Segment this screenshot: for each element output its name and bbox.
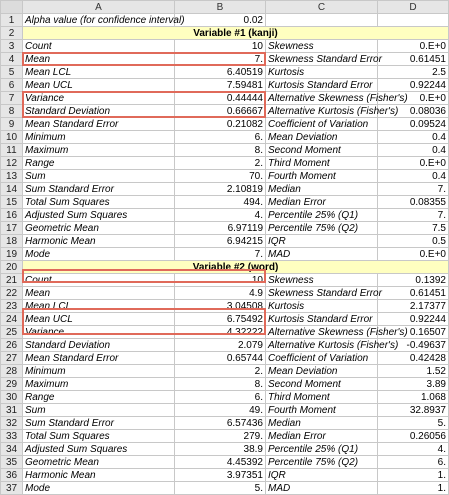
row-header[interactable]: 20 xyxy=(1,261,23,274)
label-cell-a[interactable]: Variance xyxy=(23,326,175,339)
row-header[interactable]: 9 xyxy=(1,118,23,131)
value-cell-d[interactable]: 0.4 xyxy=(378,131,449,144)
value-cell-d[interactable]: 1. xyxy=(378,469,449,482)
label-cell-a[interactable]: Geometric Mean xyxy=(23,222,175,235)
value-cell-b[interactable]: 0.44444 xyxy=(175,92,266,105)
table-row xyxy=(1,144,449,157)
label-cell-a[interactable]: Mean Standard Error xyxy=(23,352,175,365)
label-cell-c[interactable]: Median xyxy=(266,417,378,430)
row-header[interactable]: 30 xyxy=(1,391,23,404)
label-cell-c[interactable]: Median xyxy=(266,183,378,196)
label-cell-c[interactable]: IQR xyxy=(266,469,378,482)
value-cell-d[interactable]: 0.92244 xyxy=(378,79,449,92)
value-cell-d[interactable]: 0.E+0 xyxy=(378,92,449,105)
label-cell-a[interactable]: Count xyxy=(23,40,175,53)
table-row xyxy=(1,482,449,495)
table-row xyxy=(1,66,449,79)
value-cell-b[interactable]: 10 xyxy=(175,274,266,287)
table-row xyxy=(1,352,449,365)
value-cell-b[interactable]: 5. xyxy=(175,482,266,495)
row-header[interactable]: 32 xyxy=(1,417,23,430)
row-header[interactable]: 35 xyxy=(1,456,23,469)
table-row xyxy=(1,274,449,287)
label-cell-c[interactable]: Alternative Skewness (Fisher's) xyxy=(266,326,378,339)
table-row xyxy=(1,105,449,118)
table-row xyxy=(1,79,449,92)
value-cell-b[interactable]: 8. xyxy=(175,378,266,391)
label-cell-c[interactable]: Alternative Kurtosis (Fisher's) xyxy=(266,105,378,118)
column-header-a[interactable]: A xyxy=(23,1,175,14)
label-cell-c[interactable]: Coefficient of Variation xyxy=(266,352,378,365)
label-cell-a[interactable]: Minimum xyxy=(23,131,175,144)
value-cell-d[interactable]: 7. xyxy=(378,209,449,222)
label-cell-c[interactable]: Third Moment xyxy=(266,391,378,404)
row-header[interactable]: 31 xyxy=(1,404,23,417)
label-cell-a[interactable]: Maximum xyxy=(23,144,175,157)
label-cell-c[interactable]: Median Error xyxy=(266,196,378,209)
section-header-row xyxy=(1,261,449,274)
table-row xyxy=(1,196,449,209)
label-cell-c[interactable]: Percentile 25% (Q1) xyxy=(266,443,378,456)
value-cell-d[interactable]: 2.17377 xyxy=(378,300,449,313)
value-cell-d[interactable]: 1. xyxy=(378,482,449,495)
table-row xyxy=(1,430,449,443)
table-row xyxy=(1,157,449,170)
value-cell-b[interactable]: 6. xyxy=(175,391,266,404)
label-cell-c[interactable]: Mean Deviation xyxy=(266,131,378,144)
value-cell-d[interactable]: 0.61451 xyxy=(378,53,449,66)
label-cell-a[interactable]: Mean UCL xyxy=(23,79,175,92)
row-header[interactable]: 12 xyxy=(1,157,23,170)
label-cell-a[interactable]: Adjusted Sum Squares xyxy=(23,209,175,222)
row-header[interactable]: 17 xyxy=(1,222,23,235)
value-cell-b[interactable]: 4.9 xyxy=(175,287,266,300)
label-cell-a[interactable]: Total Sum Squares xyxy=(23,196,175,209)
value-cell-d[interactable]: 2.5 xyxy=(378,66,449,79)
value-cell-b[interactable]: 4. xyxy=(175,209,266,222)
value-cell-b[interactable]: 0.02 xyxy=(175,14,266,27)
value-cell-b[interactable]: 10 xyxy=(175,40,266,53)
row-header[interactable]: 18 xyxy=(1,235,23,248)
row-header[interactable]: 33 xyxy=(1,430,23,443)
row-header[interactable]: 27 xyxy=(1,352,23,365)
value-cell-d[interactable]: 0.5 xyxy=(378,235,449,248)
label-cell-c[interactable]: Third Moment xyxy=(266,157,378,170)
value-cell-d[interactable]: 6. xyxy=(378,456,449,469)
value-cell-b[interactable]: 7.59481 xyxy=(175,79,266,92)
label-cell-a[interactable]: Standard Deviation xyxy=(23,105,175,118)
row-header[interactable]: 28 xyxy=(1,365,23,378)
table-row xyxy=(1,456,449,469)
label-cell-c[interactable]: Mean Deviation xyxy=(266,365,378,378)
label-cell-c[interactable]: Median Error xyxy=(266,430,378,443)
label-cell-c[interactable] xyxy=(266,14,378,27)
row-header[interactable]: 29 xyxy=(1,378,23,391)
sheet-body xyxy=(1,14,449,495)
table-row xyxy=(1,300,449,313)
value-cell-b[interactable]: 2.079 xyxy=(175,339,266,352)
value-cell-d[interactable]: 1.52 xyxy=(378,365,449,378)
value-cell-b[interactable]: 70. xyxy=(175,170,266,183)
table-row xyxy=(1,326,449,339)
label-cell-a[interactable]: Harmonic Mean xyxy=(23,469,175,482)
table-row xyxy=(1,118,449,131)
table-row xyxy=(1,131,449,144)
label-cell-a[interactable]: Mean Standard Error xyxy=(23,118,175,131)
table-row xyxy=(1,313,449,326)
row-header[interactable]: 14 xyxy=(1,183,23,196)
label-cell-a[interactable]: Harmonic Mean xyxy=(23,235,175,248)
table-row xyxy=(1,14,449,27)
value-cell-b[interactable]: 8. xyxy=(175,144,266,157)
value-cell-b[interactable]: 279. xyxy=(175,430,266,443)
label-cell-c[interactable]: Percentile 75% (Q2) xyxy=(266,222,378,235)
table-row xyxy=(1,235,449,248)
value-cell-b[interactable]: 6.94215 xyxy=(175,235,266,248)
label-cell-a[interactable]: Sum xyxy=(23,170,175,183)
label-cell-c[interactable]: Kurtosis xyxy=(266,66,378,79)
table-row xyxy=(1,209,449,222)
row-header[interactable]: 22 xyxy=(1,287,23,300)
value-cell-b[interactable]: 0.65744 xyxy=(175,352,266,365)
value-cell-b[interactable]: 6.75492 xyxy=(175,313,266,326)
value-cell-b[interactable]: 2. xyxy=(175,157,266,170)
row-header[interactable]: 4 xyxy=(1,53,23,66)
value-cell-d[interactable]: 0.E+0 xyxy=(378,248,449,261)
table-row xyxy=(1,365,449,378)
value-cell-d[interactable]: 32.8937 xyxy=(378,404,449,417)
value-cell-d[interactable]: 4. xyxy=(378,443,449,456)
value-cell-d[interactable]: 3.89 xyxy=(378,378,449,391)
value-cell-d[interactable]: 0.E+0 xyxy=(378,157,449,170)
row-header[interactable]: 36 xyxy=(1,469,23,482)
row-header[interactable]: 7 xyxy=(1,92,23,105)
label-cell-a[interactable]: Mean LCL xyxy=(23,66,175,79)
table-row xyxy=(1,287,449,300)
label-cell-a[interactable]: Adjusted Sum Squares xyxy=(23,443,175,456)
label-cell-c[interactable]: Percentile 75% (Q2) xyxy=(266,456,378,469)
label-cell-a[interactable]: Range xyxy=(23,157,175,170)
table-row xyxy=(1,40,449,53)
label-cell-a[interactable]: Variance xyxy=(23,92,175,105)
label-cell-c[interactable]: Alternative Kurtosis (Fisher's) xyxy=(266,339,378,352)
label-cell-a[interactable]: Total Sum Squares xyxy=(23,430,175,443)
value-cell-d[interactable]: 0.42428 xyxy=(378,352,449,365)
value-cell-d[interactable]: 7. xyxy=(378,183,449,196)
row-header[interactable]: 26 xyxy=(1,339,23,352)
value-cell-d[interactable]: 0.16507 xyxy=(378,326,449,339)
row-header[interactable]: 13 xyxy=(1,170,23,183)
row-header[interactable]: 2 xyxy=(1,27,23,40)
value-cell-b[interactable]: 0.66667 xyxy=(175,105,266,118)
label-cell-c[interactable]: Skewness xyxy=(266,274,378,287)
label-cell-c[interactable]: MAD xyxy=(266,248,378,261)
column-header-d[interactable]: D xyxy=(378,1,449,14)
label-cell-a[interactable]: Sum Standard Error xyxy=(23,417,175,430)
row-header[interactable]: 34 xyxy=(1,443,23,456)
label-cell-a[interactable]: Mean xyxy=(23,53,175,66)
value-cell-d[interactable]: 0.08355 xyxy=(378,196,449,209)
label-cell-a[interactable]: Alpha value (for confidence interval) xyxy=(23,14,175,27)
table-row xyxy=(1,443,449,456)
row-header[interactable]: 24 xyxy=(1,313,23,326)
table-row xyxy=(1,248,449,261)
label-cell-a[interactable]: Sum Standard Error xyxy=(23,183,175,196)
row-header[interactable]: 3 xyxy=(1,40,23,53)
table-row xyxy=(1,170,449,183)
label-cell-a[interactable]: Mean UCL xyxy=(23,313,175,326)
label-cell-c[interactable]: Kurtosis xyxy=(266,300,378,313)
value-cell-d[interactable]: 0.08036 xyxy=(378,105,449,118)
label-cell-c[interactable]: Skewness Standard Error xyxy=(266,53,378,66)
row-header[interactable]: 16 xyxy=(1,209,23,222)
value-cell-b[interactable]: 7. xyxy=(175,248,266,261)
value-cell-b[interactable]: 2. xyxy=(175,365,266,378)
value-cell-d[interactable]: 0.26056 xyxy=(378,430,449,443)
label-cell-a[interactable]: Sum xyxy=(23,404,175,417)
row-header[interactable]: 25 xyxy=(1,326,23,339)
value-cell-d[interactable]: 5. xyxy=(378,417,449,430)
section-title-cell[interactable]: Variable #1 (kanji) xyxy=(23,27,449,40)
label-cell-a[interactable]: Mean xyxy=(23,287,175,300)
label-cell-c[interactable]: Percentile 25% (Q1) xyxy=(266,209,378,222)
label-cell-c[interactable]: Second Moment xyxy=(266,378,378,391)
value-cell-d[interactable]: 0.E+0 xyxy=(378,40,449,53)
value-cell-d[interactable]: -0.49637 xyxy=(378,339,449,352)
label-cell-a[interactable]: Geometric Mean xyxy=(23,456,175,469)
table-row xyxy=(1,53,449,66)
row-header[interactable]: 21 xyxy=(1,274,23,287)
row-header[interactable]: 23 xyxy=(1,300,23,313)
label-cell-c[interactable]: Skewness xyxy=(266,40,378,53)
row-header[interactable]: 1 xyxy=(1,14,23,27)
column-header-row xyxy=(1,1,449,14)
table-row xyxy=(1,404,449,417)
value-cell-b[interactable]: 38.9 xyxy=(175,443,266,456)
label-cell-c[interactable]: Kurtosis Standard Error xyxy=(266,79,378,92)
row-header[interactable]: 6 xyxy=(1,79,23,92)
value-cell-b[interactable]: 6.57436 xyxy=(175,417,266,430)
section-header-row xyxy=(1,27,449,40)
label-cell-c[interactable]: Kurtosis Standard Error xyxy=(266,313,378,326)
value-cell-d[interactable]: 0.92244 xyxy=(378,313,449,326)
value-cell-b[interactable]: 7. xyxy=(175,53,266,66)
value-cell-d[interactable]: 0.4 xyxy=(378,170,449,183)
value-cell-b[interactable]: 4.45392 xyxy=(175,456,266,469)
select-all-corner[interactable] xyxy=(1,1,23,14)
value-cell-b[interactable]: 4.32222 xyxy=(175,326,266,339)
table-row xyxy=(1,339,449,352)
label-cell-c[interactable]: Alternative Skewness (Fisher's) xyxy=(266,92,378,105)
value-cell-d[interactable]: 0.09524 xyxy=(378,118,449,131)
row-header[interactable]: 11 xyxy=(1,144,23,157)
label-cell-a[interactable]: Standard Deviation xyxy=(23,339,175,352)
table-row xyxy=(1,391,449,404)
label-cell-c[interactable]: Second Moment xyxy=(266,144,378,157)
table-row xyxy=(1,222,449,235)
label-cell-c[interactable]: Skewness Standard Error xyxy=(266,287,378,300)
value-cell-b[interactable]: 3.04508 xyxy=(175,300,266,313)
row-header[interactable]: 8 xyxy=(1,105,23,118)
value-cell-b[interactable]: 0.21082 xyxy=(175,118,266,131)
value-cell-b[interactable]: 49. xyxy=(175,404,266,417)
label-cell-a[interactable]: Maximum xyxy=(23,378,175,391)
table-row xyxy=(1,417,449,430)
row-header[interactable]: 19 xyxy=(1,248,23,261)
label-cell-c[interactable]: MAD xyxy=(266,482,378,495)
label-cell-a[interactable]: Range xyxy=(23,391,175,404)
label-cell-c[interactable]: Fourth Moment xyxy=(266,170,378,183)
table-row xyxy=(1,378,449,391)
label-cell-a[interactable]: Minimum xyxy=(23,365,175,378)
value-cell-d[interactable]: 0.1392 xyxy=(378,274,449,287)
value-cell-d[interactable]: 0.4 xyxy=(378,144,449,157)
label-cell-a[interactable]: Count xyxy=(23,274,175,287)
value-cell-d[interactable] xyxy=(378,14,449,27)
value-cell-b[interactable]: 6.40519 xyxy=(175,66,266,79)
table-row xyxy=(1,469,449,482)
column-header-b[interactable]: B xyxy=(175,1,266,14)
row-header[interactable]: 5 xyxy=(1,66,23,79)
value-cell-d[interactable]: 1.068 xyxy=(378,391,449,404)
label-cell-c[interactable]: Coefficient of Variation xyxy=(266,118,378,131)
value-cell-d[interactable]: 0.61451 xyxy=(378,287,449,300)
label-cell-c[interactable]: IQR xyxy=(266,235,378,248)
value-cell-b[interactable]: 6.97119 xyxy=(175,222,266,235)
value-cell-b[interactable]: 2.10819 xyxy=(175,183,266,196)
column-header-c[interactable]: C xyxy=(266,1,378,14)
value-cell-d[interactable]: 7.5 xyxy=(378,222,449,235)
value-cell-b[interactable]: 6. xyxy=(175,131,266,144)
label-cell-a[interactable]: Mean LCL xyxy=(23,300,175,313)
label-cell-c[interactable]: Fourth Moment xyxy=(266,404,378,417)
label-cell-a[interactable]: Mode xyxy=(23,248,175,261)
value-cell-b[interactable]: 3.97351 xyxy=(175,469,266,482)
table-row xyxy=(1,92,449,105)
value-cell-b[interactable]: 494. xyxy=(175,196,266,209)
row-header[interactable]: 10 xyxy=(1,131,23,144)
label-cell-a[interactable]: Mode xyxy=(23,482,175,495)
table-row xyxy=(1,183,449,196)
row-header[interactable]: 37 xyxy=(1,482,23,495)
section-title-cell[interactable]: Variable #2 (word) xyxy=(23,261,449,274)
row-header[interactable]: 15 xyxy=(1,196,23,209)
